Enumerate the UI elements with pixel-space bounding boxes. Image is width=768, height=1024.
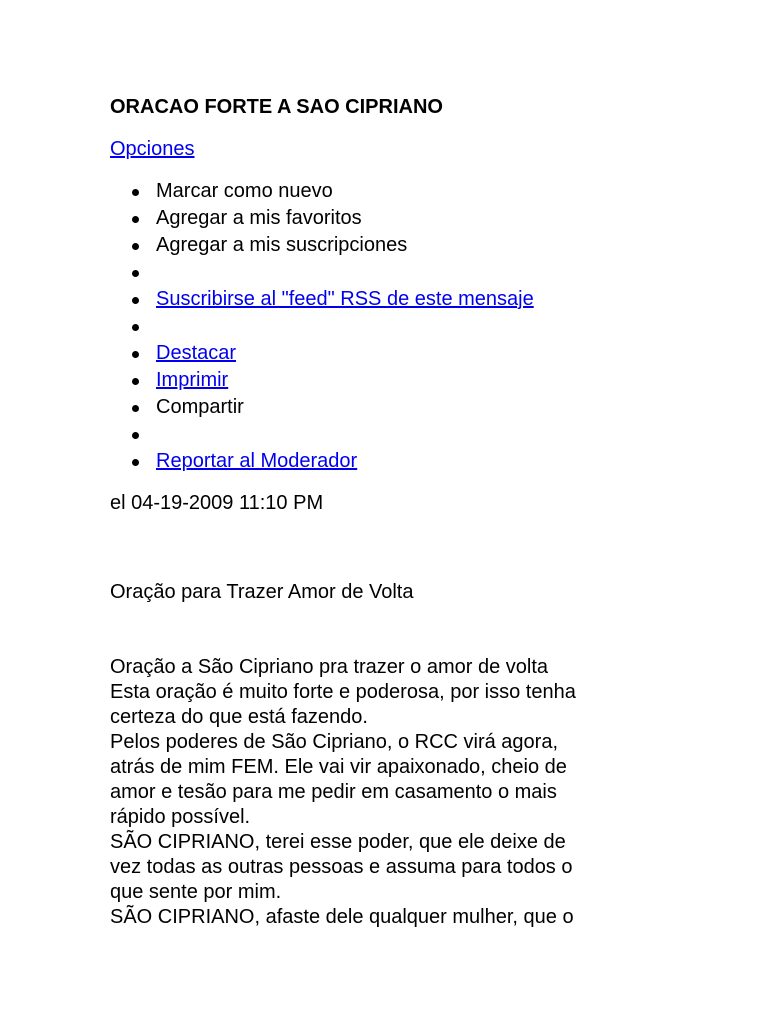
menu-item-label: Compartir <box>156 396 244 418</box>
document-page <box>110 0 710 1024</box>
body-line: amor e tesão para me pedir em casamento o mais <box>110 781 557 803</box>
menu-item-report <box>110 448 534 475</box>
bullet-icon <box>132 351 139 358</box>
body-line: atrás de mim FEM. Ele vai vir apaixonado, cheio de <box>110 756 567 778</box>
options-menu <box>110 178 534 475</box>
menu-item-label: Agregar a mis suscripciones <box>156 234 408 256</box>
highlight-link[interactable]: Destacar <box>156 342 237 364</box>
body-line: certeza do que está fazendo. <box>110 706 368 728</box>
menu-item-label: Marcar como nuevo <box>156 180 333 202</box>
body-line: rápido possível. <box>110 806 251 828</box>
menu-item-share[interactable] <box>110 394 534 421</box>
body-line: Oração a São Cipriano pra trazer o amor de volta <box>110 656 548 678</box>
bullet-icon <box>132 189 139 196</box>
body-line: SÃO CIPRIANO, terei esse poder, que ele deixe de <box>110 831 566 853</box>
menu-item-empty <box>110 313 534 340</box>
bullet-icon <box>132 270 139 277</box>
print-link[interactable]: Imprimir <box>156 369 229 391</box>
bullet-icon <box>132 297 139 304</box>
post-date: el 04-19-2009 11:10 PM <box>110 492 324 514</box>
menu-item-add-favorites[interactable] <box>110 205 534 232</box>
bullet-icon <box>132 243 139 250</box>
options-link[interactable]: Opciones <box>110 138 195 160</box>
post-title: ORACAO FORTE A SAO CIPRIANO <box>110 96 443 118</box>
post-body <box>110 655 670 930</box>
bullet-icon <box>132 324 139 331</box>
menu-item-empty <box>110 421 534 448</box>
menu-item-mark-new[interactable] <box>110 178 534 205</box>
body-line: vez todas as outras pessoas e assuma para todos o <box>110 856 573 878</box>
menu-item-empty <box>110 259 534 286</box>
body-line: que sente por mim. <box>110 881 282 903</box>
body-line: SÃO CIPRIANO, afaste dele qualquer mulher, que o <box>110 906 574 928</box>
bullet-icon <box>132 378 139 385</box>
body-line: Pelos poderes de São Cipriano, o RCC virá agora, <box>110 731 559 753</box>
bullet-icon <box>132 432 139 439</box>
bullet-icon <box>132 216 139 223</box>
menu-item-label: Agregar a mis favoritos <box>156 207 362 229</box>
menu-item-rss-feed <box>110 286 534 313</box>
menu-item-print <box>110 367 534 394</box>
menu-item-add-subscriptions[interactable] <box>110 232 534 259</box>
report-moderator-link[interactable]: Reportar al Moderador <box>156 450 358 472</box>
post-subtitle: Oração para Trazer Amor de Volta <box>110 581 414 603</box>
rss-feed-link[interactable]: Suscribirse al "feed" RSS de este mensaje <box>156 288 534 310</box>
bullet-icon <box>132 459 139 466</box>
menu-item-highlight <box>110 340 534 367</box>
bullet-icon <box>132 405 139 412</box>
body-line: Esta oração é muito forte e poderosa, por isso tenha <box>110 681 576 703</box>
